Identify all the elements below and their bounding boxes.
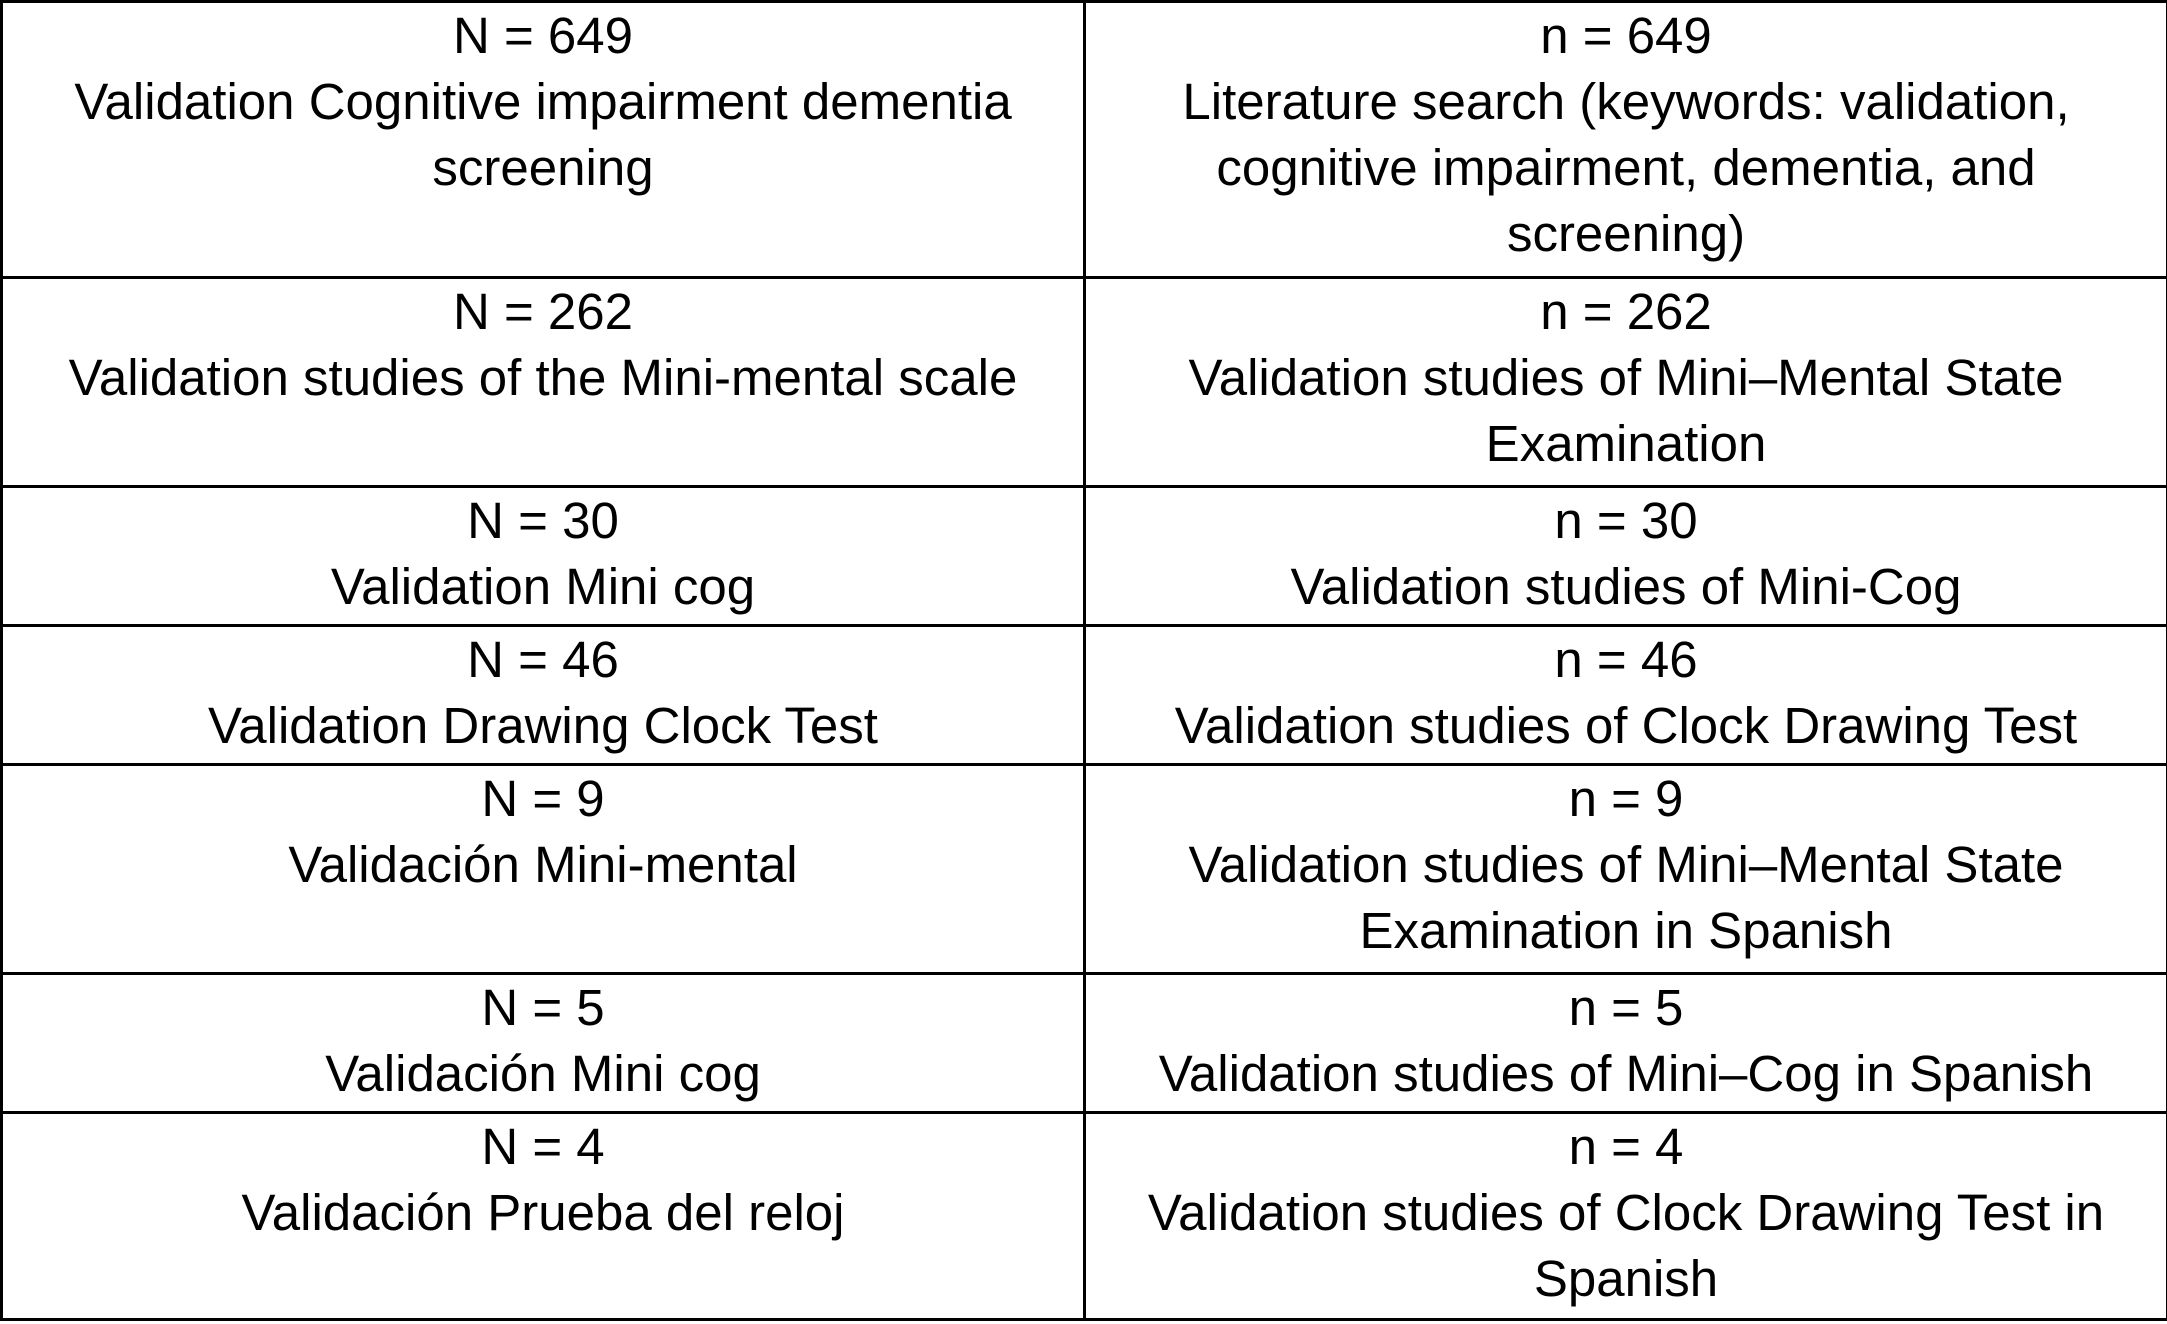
search-term-label: Validation Mini cog — [330, 558, 756, 615]
count-value: n = 46 — [1554, 631, 1698, 688]
search-term-label: Validation Cognitive impairment dementia screening — [74, 73, 1012, 196]
original-term-cell — [2, 2, 1085, 278]
search-term-label: Validation Drawing Clock Test — [208, 697, 878, 754]
search-term-label: Literature search (keywords: validation, cognitive impairment, dementia, and screening) — [1182, 73, 2070, 262]
table-row — [2, 974, 2167, 1113]
count-value: N = 9 — [481, 770, 605, 827]
translated-term-cell — [1085, 2, 2167, 278]
search-term-label: Validation studies of Mini–Mental State Examination — [1188, 349, 2064, 472]
count-value: N = 30 — [467, 492, 619, 549]
count-value: N = 5 — [481, 979, 605, 1036]
count-value: n = 9 — [1568, 770, 1684, 827]
table-row — [2, 278, 2167, 487]
table-row — [2, 626, 2167, 765]
translated-term-cell — [1085, 765, 2167, 974]
count-value: n = 649 — [1540, 7, 1712, 64]
translated-term-cell — [1085, 1113, 2167, 1320]
count-value: N = 4 — [481, 1118, 605, 1175]
search-term-label: Validation studies of Mini–Mental State Examination in Spanish — [1188, 836, 2064, 959]
search-term-label: Validation studies of the Mini-mental scale — [68, 349, 1018, 406]
table-row — [2, 1113, 2167, 1320]
count-value: N = 46 — [467, 631, 619, 688]
count-value: n = 5 — [1568, 979, 1684, 1036]
original-term-cell — [2, 626, 1085, 765]
count-value: N = 262 — [452, 283, 634, 340]
original-term-cell — [2, 278, 1085, 487]
count-value: n = 30 — [1554, 492, 1698, 549]
translated-term-cell — [1085, 974, 2167, 1113]
count-value: n = 4 — [1568, 1118, 1684, 1175]
search-term-label: Validación Mini-mental — [288, 836, 798, 893]
search-term-label: Validation studies of Mini–Cog in Spanish — [1158, 1045, 2094, 1102]
table-row — [2, 487, 2167, 626]
search-term-label: Validación Mini cog — [325, 1045, 761, 1102]
translated-term-cell — [1085, 626, 2167, 765]
table-row — [2, 2, 2167, 278]
search-term-label: Validation studies of Clock Drawing Test — [1174, 697, 2078, 754]
table-row — [2, 765, 2167, 974]
original-term-cell — [2, 487, 1085, 626]
count-value: N = 649 — [452, 7, 634, 64]
translated-term-cell — [1085, 487, 2167, 626]
original-term-cell — [2, 765, 1085, 974]
original-term-cell — [2, 974, 1085, 1113]
translated-term-cell — [1085, 278, 2167, 487]
count-value: n = 262 — [1540, 283, 1712, 340]
original-term-cell — [2, 1113, 1085, 1320]
search-term-label: Validation studies of Mini-Cog — [1290, 558, 1962, 615]
search-term-label: Validation studies of Clock Drawing Test in Spanish — [1147, 1184, 2105, 1307]
search-term-label: Validación Prueba del reloj — [241, 1184, 845, 1241]
